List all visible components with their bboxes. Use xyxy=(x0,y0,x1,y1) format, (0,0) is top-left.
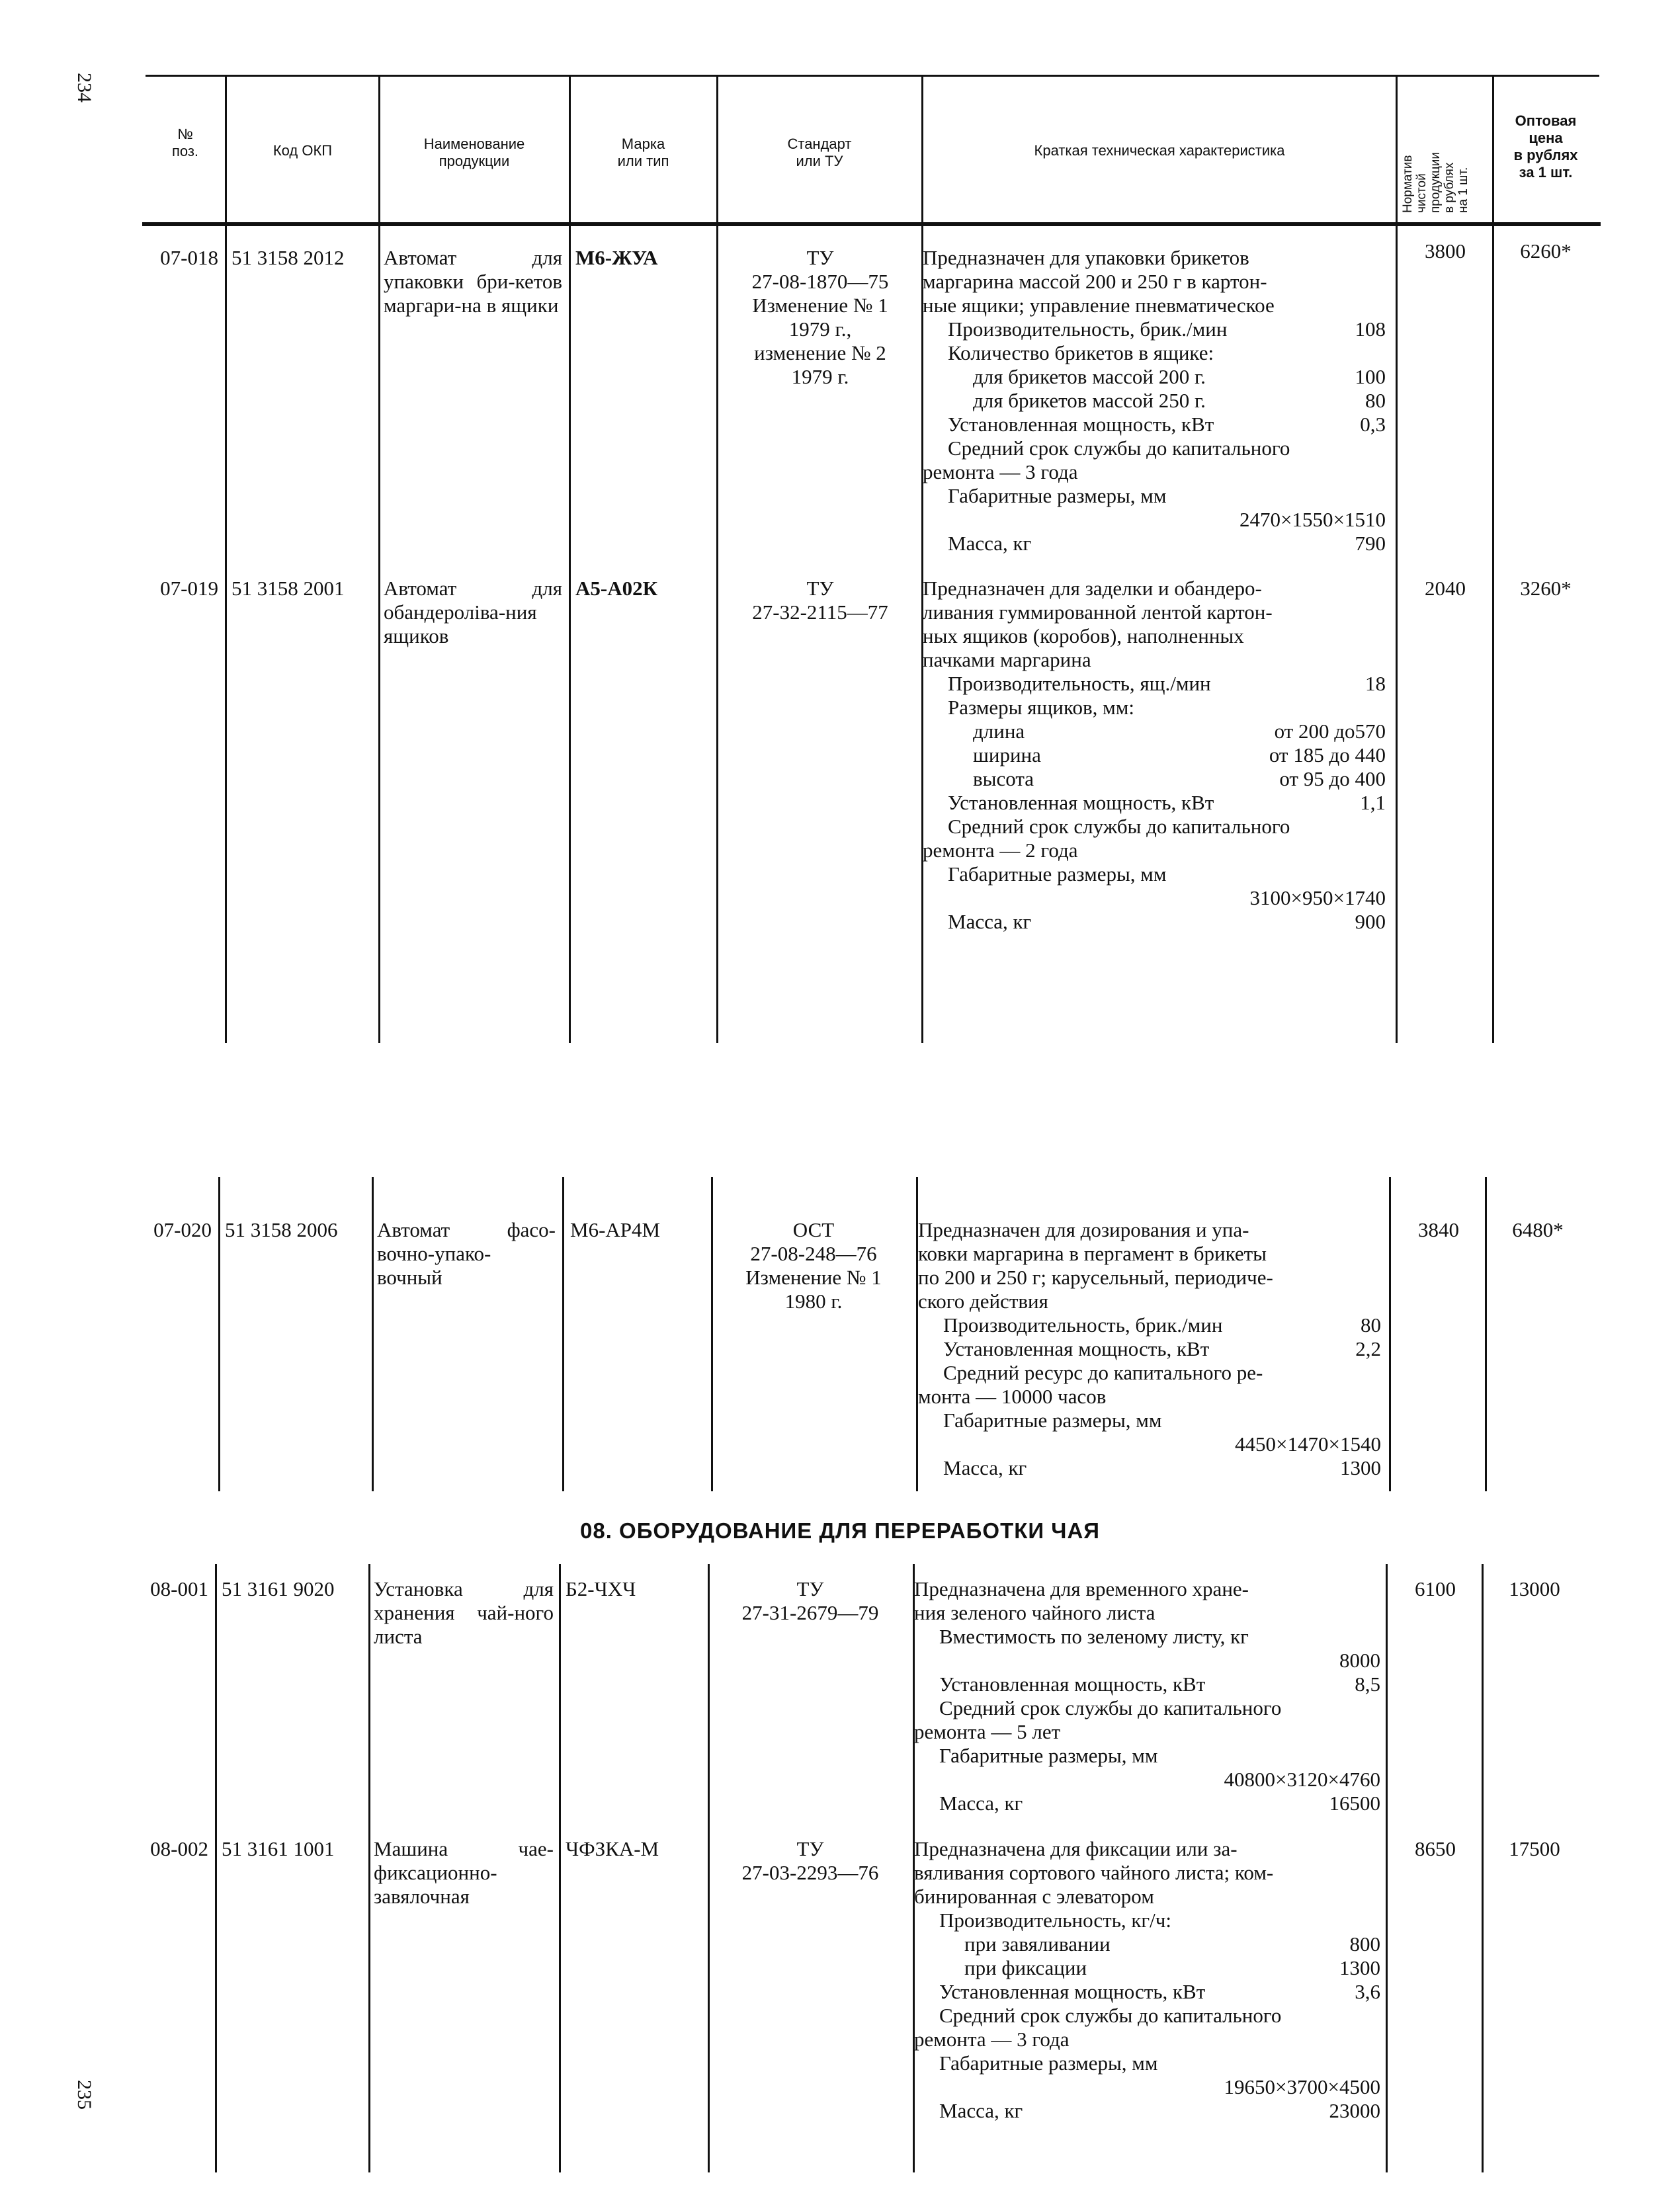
header-bottom-rule xyxy=(142,222,1601,226)
row-std: ТУ 27-03-2293—76 xyxy=(741,1837,879,1884)
desc-param-value: 790 xyxy=(1355,532,1386,555)
desc-text-line: ремонта — 5 лет xyxy=(914,1720,1061,1743)
desc-param-line xyxy=(923,413,1386,436)
desc-param-line xyxy=(923,436,1386,460)
desc-text-line: Предназначена для временного хране- xyxy=(914,1577,1249,1600)
row-desc xyxy=(914,1577,1380,1815)
desc-text-line: пачками маргарина xyxy=(923,648,1091,671)
desc-param-line xyxy=(923,696,1386,720)
header-okp: Код ОКП xyxy=(273,142,333,159)
header-std: Стандарт или ТУ xyxy=(787,136,852,169)
desc-param-value: 2,2 xyxy=(1355,1337,1381,1360)
section-title: 08. ОБОРУДОВАНИЕ ДЛЯ ПЕРЕРАБОТКИ ЧАЯ xyxy=(579,1518,1100,1543)
column-rule xyxy=(1485,1177,1487,1491)
desc-param-line xyxy=(914,2051,1380,2075)
row-norm: 8650 xyxy=(1415,1837,1456,1860)
row-std: ТУ 27-32-2115—77 xyxy=(752,577,888,624)
desc-param-line xyxy=(923,910,1386,934)
row-okp: 51 3158 2012 xyxy=(231,246,345,269)
desc-text-line: монта — 10000 часов xyxy=(918,1385,1107,1408)
desc-param-value: 1,1 xyxy=(1360,791,1386,814)
header-divider xyxy=(921,77,923,222)
row-mark: А5-А02К xyxy=(575,577,658,600)
header-divider xyxy=(569,77,571,222)
desc-param-label: Производительность, брик./мин xyxy=(948,317,1228,341)
desc-param-line xyxy=(918,1337,1381,1361)
desc-param-label: Установленная мощность, кВт xyxy=(948,791,1214,814)
row-norm: 2040 xyxy=(1425,577,1466,600)
desc-param-line xyxy=(923,532,1386,556)
desc-text-line: ных ящиков (коробов), наполненных xyxy=(923,624,1244,647)
desc-param-value: 3,6 xyxy=(1355,1980,1380,2003)
row-pos: 07-018 xyxy=(160,246,218,269)
header-divider xyxy=(225,77,227,222)
row-std: ТУ 27-31-2679—79 xyxy=(741,1577,879,1624)
desc-dimension-value: 3100×950×1740 xyxy=(1249,886,1386,909)
column-rule xyxy=(711,1177,713,1491)
desc-dimension-value: 4450×1470×1540 xyxy=(1235,1432,1381,1456)
desc-param-value: 1300 xyxy=(1340,1456,1381,1479)
row-desc xyxy=(918,1218,1381,1480)
row-okp: 51 3161 9020 xyxy=(222,1577,335,1600)
column-rule xyxy=(569,226,571,1043)
desc-param-label: Установленная мощность, кВт xyxy=(943,1337,1210,1360)
desc-param-value: 100 xyxy=(1355,365,1386,388)
desc-param-label: ширина xyxy=(973,743,1041,766)
desc-dimension-value: 19650×3700×4500 xyxy=(1224,2075,1380,2098)
row-desc xyxy=(923,246,1386,556)
desc-param-line xyxy=(923,389,1386,413)
desc-param-label: Масса, кг xyxy=(948,910,1032,933)
desc-param-label: при завяливании xyxy=(964,1932,1111,1956)
column-rule xyxy=(368,1564,370,2172)
row-norm: 3800 xyxy=(1425,239,1466,263)
desc-param-label: Производительность, ящ./мин xyxy=(948,672,1211,695)
desc-dimension-value: 2470×1550×1510 xyxy=(1239,508,1386,531)
desc-param-value: 16500 xyxy=(1329,1792,1380,1815)
desc-param-label: высота xyxy=(973,767,1034,790)
row-desc xyxy=(914,1837,1380,2123)
row-std: ОСТ 27-08-248—76 Изменение № 1 1980 г. xyxy=(745,1218,882,1313)
header-divider xyxy=(1492,77,1494,222)
header-norm: Норматив чистой продукции в рублях на 1 шт. xyxy=(1401,151,1470,213)
header-divider xyxy=(716,77,718,222)
desc-param-line xyxy=(914,1909,1380,1932)
desc-param-value: 80 xyxy=(1365,389,1386,412)
desc-param-line xyxy=(918,1409,1381,1432)
desc-param-label: Средний срок службы до капитального xyxy=(948,815,1290,838)
column-rule xyxy=(1386,1564,1388,2172)
desc-param-value: от 200 до570 xyxy=(1274,720,1386,743)
desc-param-line xyxy=(914,1625,1380,1649)
desc-param-line xyxy=(923,672,1386,696)
column-rule xyxy=(562,1177,564,1491)
desc-param-label: Производительность, брик./мин xyxy=(943,1313,1223,1337)
desc-param-line xyxy=(918,1456,1381,1480)
desc-param-line xyxy=(923,815,1386,839)
desc-param-label: Установленная мощность, кВт xyxy=(939,1980,1206,2003)
desc-param-value: 18 xyxy=(1365,672,1386,695)
desc-param-label: Установленная мощность, кВт xyxy=(948,413,1214,436)
desc-text-line: ского действия xyxy=(918,1290,1048,1313)
desc-param-line xyxy=(914,1932,1380,1956)
desc-param-label: для брикетов массой 250 г. xyxy=(973,389,1206,412)
row-okp: 51 3161 1001 xyxy=(222,1837,335,1860)
row-name: Автомат фасо-вочно-упако-вочный xyxy=(377,1218,556,1289)
desc-text-line: маргарина массой 200 и 250 г в картон- xyxy=(923,270,1267,293)
desc-param-label: Средний срок службы до капитального xyxy=(939,2004,1282,2027)
desc-param-label: Средний ресурс до капитального ре- xyxy=(943,1361,1263,1384)
column-rule xyxy=(559,1564,561,2172)
desc-text-line: ремонта — 2 года xyxy=(923,839,1078,862)
desc-param-label: при фиксации xyxy=(964,1956,1087,1979)
desc-param-value: 1300 xyxy=(1339,1956,1380,1979)
row-name: Машина чае-фиксационно-завялочная xyxy=(374,1837,554,1908)
row-pos: 08-001 xyxy=(150,1577,208,1600)
row-desc xyxy=(923,577,1386,934)
header-top-rule xyxy=(146,75,1599,77)
desc-param-label: Габаритные размеры, мм xyxy=(948,862,1167,886)
column-rule xyxy=(1396,226,1398,1043)
desc-text-line: Предназначен для дозирования и упа- xyxy=(918,1218,1249,1241)
desc-text-line: ния зеленого чайного листа xyxy=(914,1601,1155,1624)
desc-param-line xyxy=(923,365,1386,389)
desc-param-label: Габаритные размеры, мм xyxy=(939,1744,1158,1767)
desc-text-line: вяливания сортового чайного листа; ком- xyxy=(914,1861,1274,1884)
row-mark: Б2-ЧХЧ xyxy=(566,1577,636,1600)
row-mark: ЧФЗКА-М xyxy=(566,1837,659,1860)
row-okp: 51 3158 2001 xyxy=(231,577,345,600)
row-mark: М6-ЖУА xyxy=(575,246,658,269)
desc-param-line xyxy=(923,791,1386,815)
desc-param-value: 108 xyxy=(1355,317,1386,341)
row-price: 6260* xyxy=(1520,239,1572,263)
column-rule xyxy=(225,226,227,1043)
desc-text-line: Предназначен для заделки и обандеро- xyxy=(923,577,1262,600)
desc-param-label: Средний срок службы до капитального xyxy=(939,1696,1282,1719)
column-rule xyxy=(1492,226,1494,1043)
header-mark: Марка или тип xyxy=(617,136,669,169)
desc-param-line xyxy=(914,1792,1380,1815)
desc-param-line xyxy=(923,862,1386,886)
row-okp: 51 3158 2006 xyxy=(225,1218,338,1241)
desc-param-label: Масса, кг xyxy=(948,532,1032,555)
desc-param-value: 900 xyxy=(1355,910,1386,933)
row-price: 6480* xyxy=(1512,1218,1564,1241)
desc-param-line xyxy=(923,743,1386,767)
desc-param-line xyxy=(914,1980,1380,2004)
desc-param-value: 800 xyxy=(1349,1932,1380,1956)
desc-param-line xyxy=(923,341,1386,365)
desc-param-label: длина xyxy=(973,720,1025,743)
row-pos: 08-002 xyxy=(150,1837,208,1860)
page-number-bottom: 235 xyxy=(73,2080,95,2110)
desc-param-line xyxy=(923,720,1386,743)
desc-param-line xyxy=(914,2099,1380,2123)
desc-param-label: Масса, кг xyxy=(943,1456,1027,1479)
header-name: Наименование продукции xyxy=(423,136,525,169)
column-rule xyxy=(378,226,380,1043)
desc-param-label: для брикетов массой 200 г. xyxy=(973,365,1206,388)
desc-text-line: Предназначена для фиксации или за- xyxy=(914,1837,1238,1860)
row-name: Установка для хранения чай-ного листа xyxy=(374,1577,554,1648)
desc-param-line xyxy=(914,1744,1380,1768)
desc-dimension-value: 8000 xyxy=(1339,1649,1380,1672)
desc-param-label: Средний срок службы до капитального xyxy=(948,436,1290,460)
desc-param-line xyxy=(923,317,1386,341)
desc-text-line: по 200 и 250 г; карусельный, периодиче- xyxy=(918,1266,1273,1289)
row-norm: 3840 xyxy=(1418,1218,1459,1241)
column-rule xyxy=(1482,1564,1484,2172)
desc-text-line: бинированная с элеватором xyxy=(914,1885,1154,1908)
desc-param-value: 8,5 xyxy=(1355,1672,1380,1696)
row-pos: 07-020 xyxy=(153,1218,212,1241)
column-rule xyxy=(1389,1177,1391,1491)
desc-text-line: ные ящики; управление пневматическое xyxy=(923,294,1275,317)
desc-param-line xyxy=(923,767,1386,791)
row-norm: 6100 xyxy=(1415,1577,1456,1600)
desc-param-label: Размеры ящиков, мм: xyxy=(948,696,1134,719)
desc-text-line: Предназначен для упаковки брикетов xyxy=(923,246,1249,269)
column-rule xyxy=(716,226,718,1043)
column-rule xyxy=(372,1177,374,1491)
desc-param-label: Габаритные размеры, мм xyxy=(943,1409,1162,1432)
page-number-top: 234 xyxy=(73,73,95,103)
desc-text-line: ремонта — 3 года xyxy=(923,460,1078,483)
row-name: Автомат для обандероліва-ния ящиков xyxy=(384,577,562,647)
desc-param-line xyxy=(914,2004,1380,2028)
desc-dimension-value: 40800×3120×4760 xyxy=(1224,1768,1380,1791)
desc-param-value: 80 xyxy=(1361,1313,1381,1337)
desc-param-label: Габаритные размеры, мм xyxy=(948,484,1167,507)
desc-param-line xyxy=(914,1696,1380,1720)
column-rule xyxy=(708,1564,710,2172)
desc-param-value: 23000 xyxy=(1329,2099,1380,2122)
row-price: 13000 xyxy=(1509,1577,1560,1600)
desc-text-line: ливания гуммированной лентой картон- xyxy=(923,600,1273,624)
desc-text-line: ремонта — 3 года xyxy=(914,2028,1070,2051)
row-price: 3260* xyxy=(1520,577,1572,600)
desc-param-line xyxy=(918,1313,1381,1337)
desc-param-line xyxy=(918,1361,1381,1385)
desc-param-line xyxy=(914,1672,1380,1696)
header-pos: № поз. xyxy=(171,126,199,159)
header-desc: Краткая техническая характеристика xyxy=(1034,142,1285,159)
row-pos: 07-019 xyxy=(160,577,218,600)
desc-param-label: Установленная мощность, кВт xyxy=(939,1672,1206,1696)
header-price: Оптовая цена в рублях за 1 шт. xyxy=(1513,112,1578,181)
row-mark: М6-АР4М xyxy=(570,1218,661,1241)
desc-param-label: Вместимость по зеленому листу, кг xyxy=(939,1625,1249,1648)
desc-param-label: Масса, кг xyxy=(939,2099,1023,2122)
column-rule xyxy=(215,1564,217,2172)
row-std: ТУ 27-08-1870—75 Изменение № 1 1979 г., изменение № 2 1979 г. xyxy=(751,246,889,388)
desc-param-value: 0,3 xyxy=(1360,413,1386,436)
desc-param-label: Габаритные размеры, мм xyxy=(939,2051,1158,2075)
row-name: Автомат для упаковки бри-кетов маргари-на в ящики xyxy=(384,246,562,317)
desc-param-label: Масса, кг xyxy=(939,1792,1023,1815)
desc-param-value: от 185 до 440 xyxy=(1269,743,1386,766)
desc-param-value: от 95 до 400 xyxy=(1279,767,1386,790)
desc-param-line xyxy=(914,1956,1380,1980)
desc-param-label: Количество брикетов в ящике: xyxy=(948,341,1214,364)
header-divider xyxy=(1396,77,1398,222)
desc-text-line: ковки маргарина в пергамент в брикеты xyxy=(918,1242,1267,1265)
desc-param-label: Производительность, кг/ч: xyxy=(939,1909,1171,1932)
column-rule xyxy=(218,1177,220,1491)
row-price: 17500 xyxy=(1509,1837,1560,1860)
desc-param-line xyxy=(923,484,1386,508)
header-divider xyxy=(378,77,380,222)
